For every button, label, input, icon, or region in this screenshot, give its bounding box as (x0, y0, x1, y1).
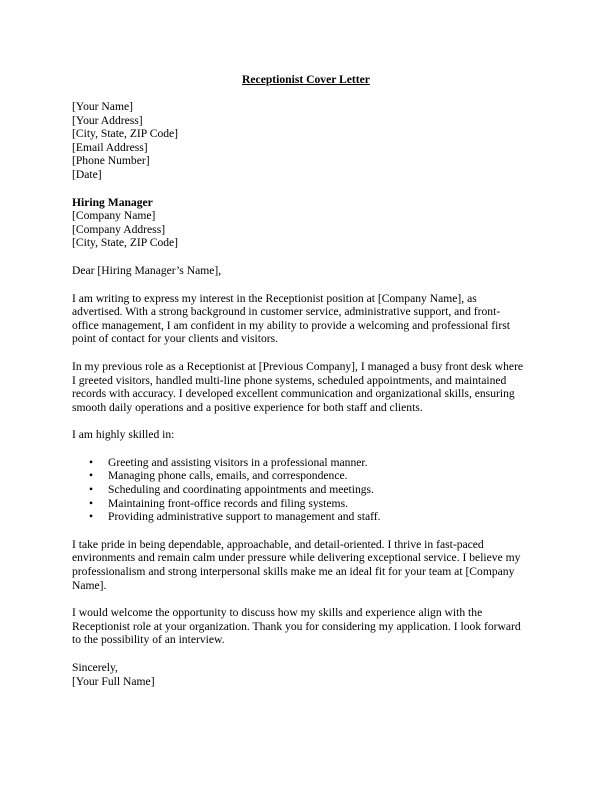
sender-phone: [Phone Number] (72, 154, 150, 168)
sender-email: [Email Address] (72, 140, 148, 154)
recipient-address (72, 196, 547, 250)
skills-list (72, 456, 547, 524)
list-item: • Providing administrative support to management and staff. (89, 510, 381, 524)
list-item: • Managing phone calls, emails, and correspondence. (89, 469, 348, 483)
list-item: • Greeting and assisting visitors in a professional manner. (89, 455, 368, 469)
experience-paragraph: In my previous role as a Receptionist at [Previous Company], I managed a busy front desk where I greeted visitors, handled multi-line phone systems, scheduled appointments, and maintained records with accuracy. I developed excellent communication and organizational skills, ensuring smooth daily operations and a positive experience for both staff and clients. (72, 359, 524, 414)
bullet-icon: • (89, 510, 94, 524)
sender-city-state-zip: [City, State, ZIP Code] (72, 127, 179, 141)
qualities-paragraph: I take pride in being dependable, approachable, and detail-oriented. I thrive in fast-paced environments and remain calm under pressure while delivering exceptional service. I believe my professionalism and strong interpersonal skills make me an ideal fit for your team at [Company Name]. (72, 537, 521, 592)
sign-off (72, 661, 547, 688)
intro-paragraph: I am writing to express my interest in the Receptionist position at [Company Name], as advertised. With a strong background in customer service, administrative support, and front- office management, I am confident in my ability to provide a welcoming and professional first point of contact for your clients and visitors. (72, 291, 510, 346)
sender-address-line: [Your Address] (72, 113, 143, 127)
closing-paragraph: I would welcome the opportunity to discuss how my skills and experience align with the Receptionist role at your organization. Thank you for considering my application. I look forward to the possibility of an interview. (72, 606, 521, 647)
signature-name: [Your Full Name] (72, 674, 155, 688)
recipient-heading: Hiring Manager (72, 195, 153, 209)
recipient-company-name: [Company Name] (72, 209, 156, 223)
bullet-icon: • (89, 455, 94, 469)
list-item: • Scheduling and coordinating appointments and meetings. (89, 483, 374, 497)
closing-word: Sincerely, (72, 661, 118, 674)
letter-body (72, 100, 547, 688)
list-item: • Maintaining front-office records and filing systems. (89, 496, 348, 510)
bullet-icon: • (89, 483, 94, 497)
bullet-icon: • (89, 469, 94, 483)
bullet-icon: • (89, 496, 94, 510)
sender-date: [Date] (72, 167, 102, 181)
recipient-city-state-zip: [City, State, ZIP Code] (72, 236, 179, 250)
sender-address (72, 100, 547, 182)
salutation: Dear [Hiring Manager’s Name], (72, 263, 222, 277)
document-title: Receptionist Cover Letter (242, 73, 370, 86)
skills-intro: I am highly skilled in: (72, 428, 175, 442)
sender-name: [Your Name] (72, 100, 133, 113)
recipient-company-address: [Company Address] (72, 222, 166, 236)
